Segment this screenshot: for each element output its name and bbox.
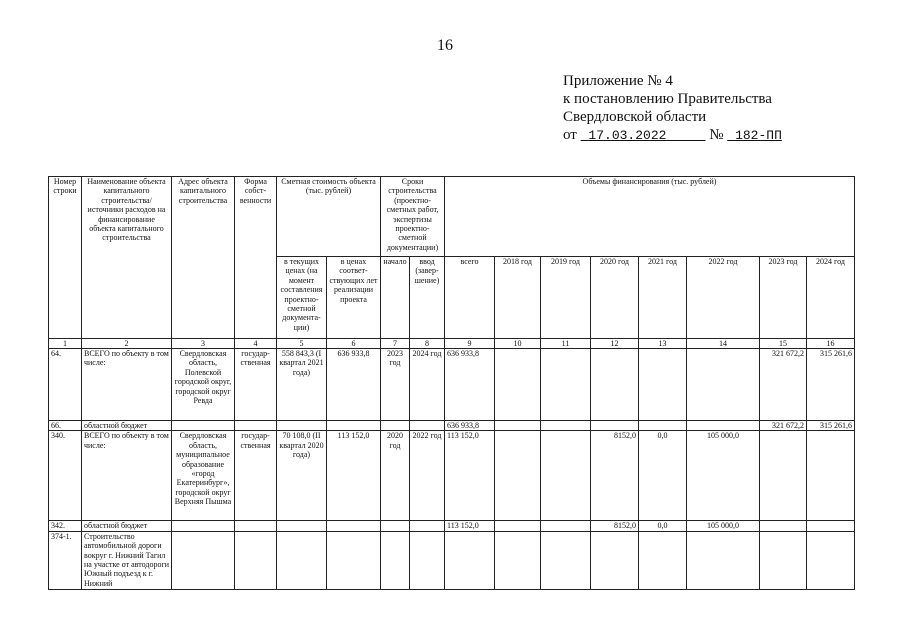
row-number: 342. [49, 521, 82, 531]
row-ownership [235, 531, 277, 589]
header-total: всего [445, 257, 495, 339]
column-number: 5 [277, 339, 327, 349]
header-financing: Объемы финансирования (тыс. рублей) [445, 177, 855, 257]
row-ownership [235, 421, 277, 431]
header-ownership: Форма собст-венности [235, 177, 277, 339]
header-cost-current: в текущих ценах (на момент составления проектно-сметной документа-ции) [277, 257, 327, 339]
row-address [172, 521, 235, 531]
column-number: 4 [235, 339, 277, 349]
page-number: 16 [437, 37, 453, 54]
row-start [381, 531, 410, 589]
row-2024 [807, 531, 855, 589]
header-row-no: Номер строки [49, 177, 82, 339]
column-number: 10 [495, 339, 541, 349]
row-cost-years: 113 152,0 [327, 431, 381, 521]
appendix-date-line [563, 126, 782, 145]
column-number: 14 [687, 339, 760, 349]
row-cost-current [277, 521, 327, 531]
header-year-2024: 2024 год [807, 257, 855, 339]
row-address [172, 531, 235, 589]
row-name: Строительство автомобильной дороги вокруг г. Нижний Тагил на участке от автодороги Южный подъезд к г. Нижний [82, 531, 172, 589]
row-2022 [687, 349, 760, 421]
column-number: 1 [49, 339, 82, 349]
column-number: 3 [172, 339, 235, 349]
column-number: 8 [410, 339, 445, 349]
column-number: 13 [639, 339, 687, 349]
column-number: 12 [591, 339, 639, 349]
row-2018 [495, 349, 541, 421]
row-2023 [760, 531, 807, 589]
row-total: 113 152,0 [445, 521, 495, 531]
row-name: областной бюджет [82, 521, 172, 531]
date-prefix: от [563, 127, 577, 143]
header-year-2019: 2019 год [541, 257, 591, 339]
row-2020 [591, 421, 639, 431]
column-number: 9 [445, 339, 495, 349]
row-number: 66. [49, 421, 82, 431]
row-cost-years [327, 421, 381, 431]
resolution-date: 17.03.2022 [588, 128, 667, 143]
row-2024: 315 261,6 [807, 421, 855, 431]
row-2021 [639, 531, 687, 589]
row-ownership: государ-ственная [235, 349, 277, 421]
row-total: 636 933,8 [445, 349, 495, 421]
row-end [410, 521, 445, 531]
row-2018 [495, 431, 541, 521]
column-number: 11 [541, 339, 591, 349]
row-cost-current: 70 108,0 (II квартал 2020 года) [277, 431, 327, 521]
row-number: 64. [49, 349, 82, 421]
header-year-2018: 2018 год [495, 257, 541, 339]
header-start: начало [381, 257, 410, 339]
row-start [381, 521, 410, 531]
appendix-line-region: Свердловской области [563, 109, 707, 125]
column-number: 7 [381, 339, 410, 349]
row-2022: 105 000,0 [687, 431, 760, 521]
row-2023: 321 672,2 [760, 421, 807, 431]
table-row [49, 521, 855, 531]
appendix-title: Приложение № 4 [563, 73, 673, 89]
row-total: 113 152,0 [445, 431, 495, 521]
row-total: 636 933,8 [445, 421, 495, 431]
column-number: 15 [760, 339, 807, 349]
header-end: ввод (завер-шение) [410, 257, 445, 339]
row-2018 [495, 531, 541, 589]
row-cost-current [277, 531, 327, 589]
column-number: 2 [82, 339, 172, 349]
row-2018 [495, 421, 541, 431]
row-2022 [687, 421, 760, 431]
row-end [410, 531, 445, 589]
row-2021: 0,0 [639, 521, 687, 531]
row-2021 [639, 421, 687, 431]
financing-table [48, 176, 855, 590]
appendix-line-resolution: к постановлению Правительства [563, 91, 772, 107]
header-address: Адрес объекта капитального строительства [172, 177, 235, 339]
row-name: ВСЕГО по объекту в том числе: [82, 349, 172, 421]
header-cost: Сметная стоимость объекта (тыс. рублей) [277, 177, 381, 257]
header-terms: Сроки строительства (проектно-сметных работ, экспертизы проектно-сметной документации) [381, 177, 445, 257]
appendix-header [563, 72, 782, 145]
row-start [381, 421, 410, 431]
row-end [410, 421, 445, 431]
row-end: 2024 год [410, 349, 445, 421]
row-2019 [541, 431, 591, 521]
table-row [49, 421, 855, 431]
row-2023: 321 672,2 [760, 349, 807, 421]
row-2021 [639, 349, 687, 421]
column-number-row [49, 339, 855, 349]
table-row [49, 531, 855, 589]
row-number: 374-1. [49, 531, 82, 589]
row-2021: 0,0 [639, 431, 687, 521]
row-2020 [591, 531, 639, 589]
row-total [445, 531, 495, 589]
row-number: 340. [49, 431, 82, 521]
header-row-1 [49, 177, 855, 257]
column-number: 6 [327, 339, 381, 349]
row-2022 [687, 531, 760, 589]
row-cost-current [277, 421, 327, 431]
row-cost-years: 636 933,8 [327, 349, 381, 421]
row-cost-current: 558 843,3 (I квартал 2021 года) [277, 349, 327, 421]
row-cost-years [327, 521, 381, 531]
row-2024 [807, 431, 855, 521]
row-2019 [541, 531, 591, 589]
row-name: ВСЕГО по объекту в том числе: [82, 431, 172, 521]
row-2019 [541, 349, 591, 421]
row-address: Свердловская область, муниципальное образование «город Екатеринбург», городской округ Верхняя Пышма [172, 431, 235, 521]
row-end: 2022 год [410, 431, 445, 521]
table-row [49, 349, 855, 421]
row-2018 [495, 521, 541, 531]
column-number: 16 [807, 339, 855, 349]
row-2019 [541, 521, 591, 531]
row-2022: 105 000,0 [687, 521, 760, 531]
row-ownership: государ-ственная [235, 431, 277, 521]
header-name: Наименование объекта капитального строительства/ источники расходов на финансирование объекта капитального строительства [82, 177, 172, 339]
row-cost-years [327, 531, 381, 589]
row-2020: 8152,0 [591, 431, 639, 521]
row-2024: 315 261,6 [807, 349, 855, 421]
row-2020: 8152,0 [591, 521, 639, 531]
table-row [49, 431, 855, 521]
row-start: 2023 год [381, 349, 410, 421]
row-2024 [807, 521, 855, 531]
row-2023 [760, 431, 807, 521]
resolution-number: 182-ПП [735, 128, 782, 143]
row-start: 2020 год [381, 431, 410, 521]
row-2020 [591, 349, 639, 421]
header-year-2021: 2021 год [639, 257, 687, 339]
header-year-2022: 2022 год [687, 257, 760, 339]
header-year-2020: 2020 год [591, 257, 639, 339]
row-name: областной бюджет [82, 421, 172, 431]
header-year-2023: 2023 год [760, 257, 807, 339]
row-ownership [235, 521, 277, 531]
row-2019 [541, 421, 591, 431]
number-prefix: № [709, 127, 724, 143]
row-2023 [760, 521, 807, 531]
row-address [172, 421, 235, 431]
header-cost-years: в ценах соответ-ствующих лет реализации проекта [327, 257, 381, 339]
row-address: Свердловская область, Полевской городской округ, городской округ Ревда [172, 349, 235, 421]
